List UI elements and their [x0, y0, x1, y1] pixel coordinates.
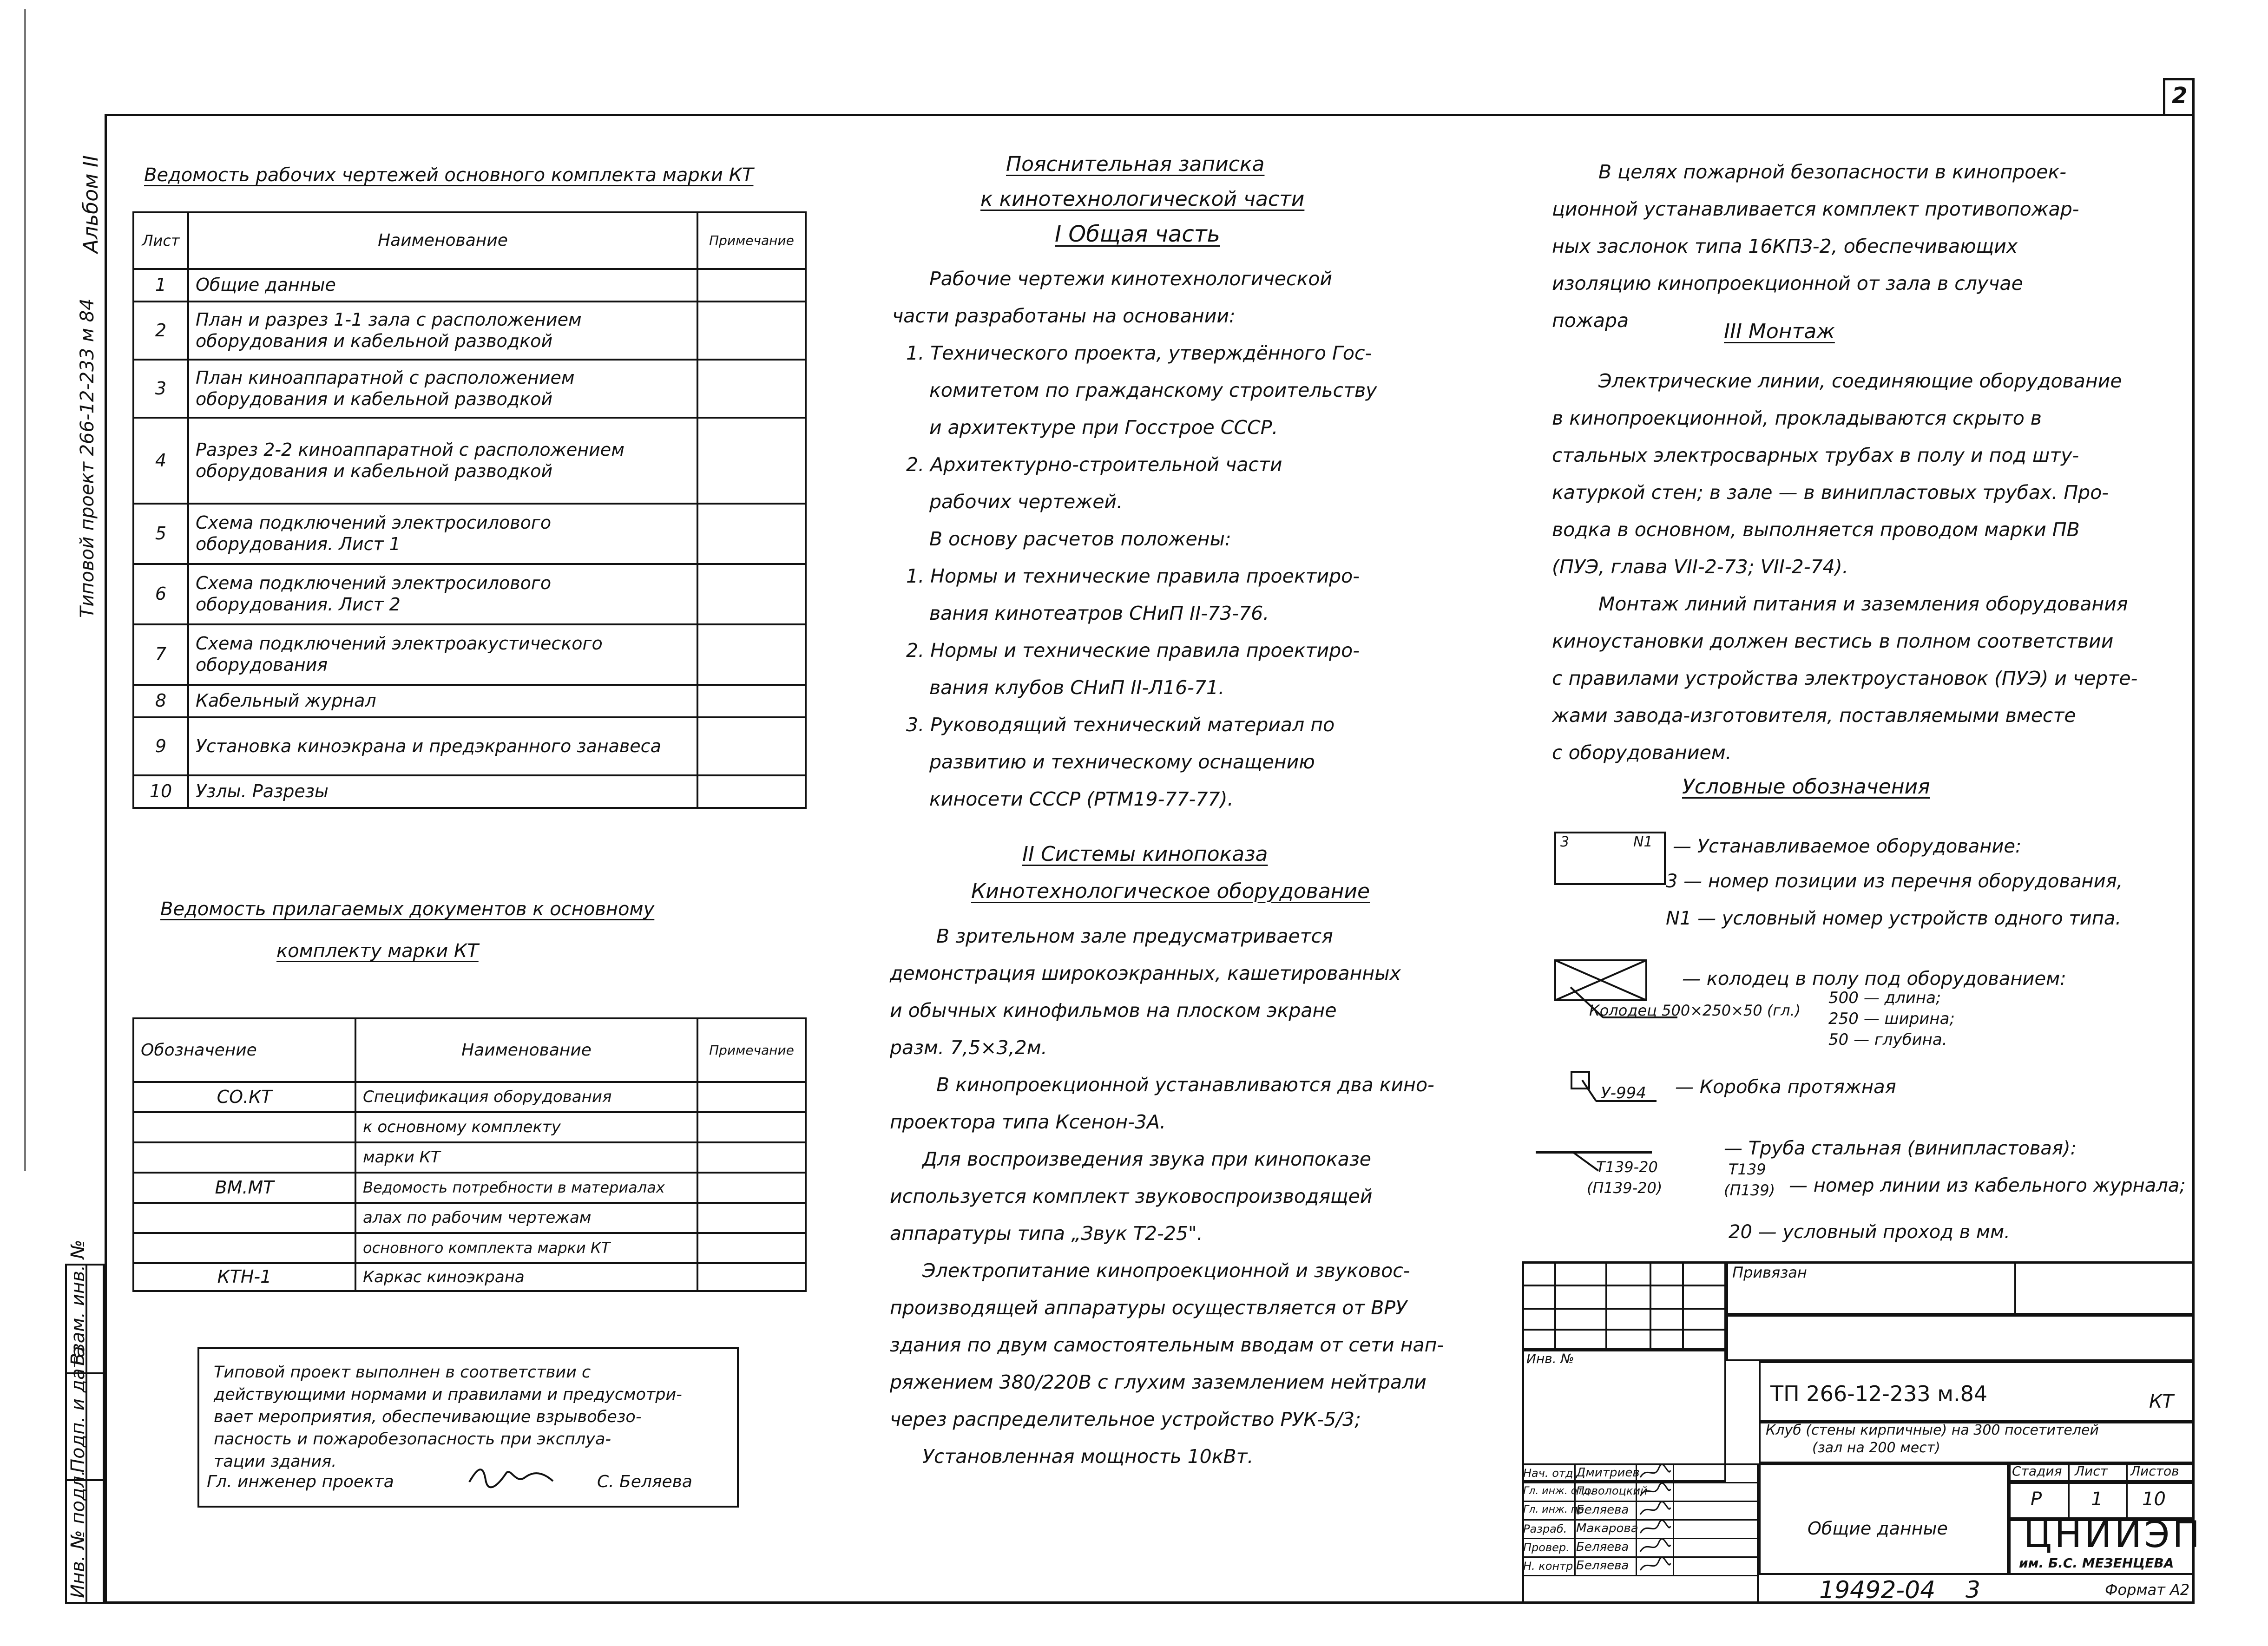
text-line: Монтаж линий питания и заземления оборудования — [1598, 593, 2128, 615]
text-line: киносети СССР (РТМ19-77-77). — [929, 788, 1234, 810]
text-line: жами завода-изготовителя, поставляемыми вместе — [1552, 704, 2076, 727]
table-row: 7 — [133, 624, 188, 685]
table-row: КТН-1 — [133, 1263, 355, 1291]
table-cell: Схема подключений электроакустического оборудования — [188, 624, 697, 685]
table-cell: Установка киноэкрана и предэкранного занавеса — [188, 717, 697, 775]
text-line: В зрительном зале предусматривается — [936, 925, 1333, 947]
legend-well-dim-1: 500 — длина; — [1828, 989, 1941, 1007]
legend-box-title: — Коробка протяжная — [1675, 1076, 1896, 1098]
engineer-note-text — [214, 1361, 682, 1473]
legend-equipment-number: N1 — [1633, 834, 1653, 850]
attached-docs-table — [132, 1017, 807, 1292]
text-line: (ПУЭ, глава VII-2-73; VII-2-74). — [1552, 556, 1848, 578]
legend-well-label: Колодец 500×250×50 (гл.) — [1589, 1002, 1801, 1019]
drawings-list-table — [132, 211, 807, 809]
text-line: Рабочие чертежи кинотехнологической — [929, 268, 1333, 290]
signer-signatures — [1638, 1463, 1673, 1575]
table-cell: План и разрез 1-1 зала с расположением оборудования и кабельной разводкой — [188, 302, 697, 360]
signer-name: Беляева — [1576, 1559, 1629, 1573]
title-sheet-name: Общие данные — [1808, 1518, 1948, 1539]
engineer-signature — [465, 1463, 558, 1491]
signer-role: Провер. — [1523, 1541, 1570, 1554]
text-line: вания клубов СНиП II-Л16-71. — [929, 676, 1225, 699]
section3-title: III Монтаж — [1724, 320, 1835, 343]
text-line: 2. Нормы и технические правила проектиро- — [906, 639, 1360, 662]
side-label-project: Типовой проект 266-12-233 м 84 — [77, 298, 98, 618]
text-line: с правилами устройства электроустановок (ПУЭ) и черте- — [1552, 667, 2138, 689]
section1-text — [892, 260, 1377, 818]
text-line: 3. Руководящий технический материал по — [906, 714, 1335, 736]
drawings-header-sheet: Лист — [133, 212, 188, 269]
legend-equipment-position: 3 — [1560, 834, 1570, 850]
text-line: разм. 7,5×3,2м. — [890, 1036, 1047, 1059]
attached-header-code: Обозначение — [133, 1018, 355, 1082]
signer-name: Макарова — [1576, 1521, 1638, 1535]
table-cell: марки КТ — [355, 1142, 697, 1173]
attached-header-note: Примечание — [697, 1018, 806, 1082]
table-cell: к основному комплекту — [355, 1112, 697, 1142]
note-subtitle: к кинотехнологической части — [980, 187, 1305, 211]
legend-equipment-line1: 3 — номер позиции из перечня оборудования, — [1666, 871, 2123, 892]
signer-role: Гл. инж. отд. — [1523, 1485, 1594, 1497]
signer-name: Беляева — [1576, 1503, 1629, 1517]
signer-role: Нач. отд. — [1523, 1467, 1577, 1480]
note-title: Пояснительная записка — [1006, 152, 1265, 176]
text-line: части разработаны на основании: — [892, 305, 1236, 327]
text-line: рабочих чертежей. — [929, 491, 1123, 513]
text-line: ционной устанавливается комплект противопожар- — [1552, 198, 2079, 220]
text-line: 2. Архитектурно-строительной части — [906, 453, 1282, 476]
side-label-album-no: II — [79, 155, 103, 167]
text-line: здания по двум самостоятельным вводам от сети нап- — [890, 1334, 1444, 1356]
legend-pipe-code-bottom: (П139) — [1724, 1181, 1775, 1199]
legend-equipment-title: — Устанавливаемое оборудование: — [1673, 836, 2022, 857]
legend-well-title: — колодец в полу под оборудованием: — [1682, 968, 2066, 990]
attached-header-name: Наименование — [355, 1018, 697, 1082]
title-object-line1: Клуб (стены кирпичные) на 300 посетителей — [1766, 1422, 2099, 1438]
text-line: Установленная мощность 10кВт. — [922, 1445, 1254, 1468]
title-privyazan: Привязан — [1732, 1264, 1807, 1281]
side-stamp-inventory: Инв. № подл. — [67, 1470, 89, 1598]
title-organization-sub: им. Б.С. МЕЗЕНЦЕВА — [2019, 1555, 2174, 1571]
engineer-role: Гл. инженер проекта — [207, 1472, 394, 1491]
text-line: демонстрация широкоэкранных, кашетированных — [890, 962, 1401, 984]
drawings-header-name: Наименование — [188, 212, 697, 269]
side-stamp-signature: Подп. и дата — [67, 1346, 89, 1473]
legend-pipe-label-top: Т139-20 — [1596, 1158, 1658, 1176]
legend-well-dim-3: 50 — глубина. — [1828, 1030, 1947, 1049]
legend-title: Условные обозначения — [1682, 775, 1930, 799]
title-inventory-label: Инв. № — [1526, 1351, 1574, 1366]
title-stage-header: Стадия — [2012, 1463, 2062, 1479]
table-row: 5 — [133, 504, 188, 564]
legend-well-dim-2: 250 — ширина; — [1828, 1010, 1955, 1028]
signer-role: Гл. инж. пр. — [1523, 1504, 1588, 1515]
table-cell: Разрез 2-2 киноаппаратной с расположением оборудования и кабельной разводкой — [188, 418, 697, 504]
side-stamp-replace: Взам. инв. № — [67, 1239, 89, 1366]
text-line: В целях пожарной безопасности в кинопроек- — [1598, 161, 2067, 183]
signer-name: Дмитриев — [1576, 1466, 1640, 1480]
legend-equipment-line2: N1 — условный номер устройств одного типа. — [1666, 908, 2122, 929]
text-line: пожара — [1552, 309, 1629, 332]
table-cell: Каркас киноэкрана — [355, 1263, 697, 1291]
text-line: и архитектуре при Госстрое СССР. — [929, 416, 1278, 439]
text-line: Электропитание кинопроекционной и звуковос- — [922, 1259, 1410, 1282]
table-row: 2 — [133, 302, 188, 360]
fire-safety-text — [1552, 153, 2079, 339]
title-sheet-header: Лист — [2075, 1463, 2108, 1479]
text-line: стальных электросварных трубах в полу и под шту- — [1552, 444, 2079, 466]
table-cell: Кабельный журнал — [188, 685, 697, 717]
legend-pipe-label-bottom: (П139-20) — [1587, 1179, 1663, 1197]
scan-edge-left — [24, 9, 26, 1171]
text-line: вания кинотеатров СНиП II-73-76. — [929, 602, 1269, 624]
engineer-note-line: действующими нормами и правилами и предусмотри- — [214, 1385, 682, 1404]
text-line: и обычных кинофильмов на плоском экране — [890, 999, 1337, 1022]
side-label-album: Альбом — [79, 173, 103, 253]
table-row: СО.КТ — [133, 1082, 355, 1112]
engineer-note-line: тации здания. — [214, 1452, 337, 1471]
legend-pipe-title: — Труба стальная (винипластовая): — [1724, 1138, 2077, 1159]
text-line: изоляцию кинопроекционной от зала в случае — [1552, 272, 2023, 295]
title-mark: КТ — [2149, 1391, 2174, 1412]
text-line: В кинопроекционной устанавливаются два кино- — [936, 1074, 1434, 1096]
table-row: 6 — [133, 564, 188, 624]
title-sheet: 1 — [2091, 1489, 2103, 1510]
signer-name: Беляева — [1576, 1540, 1629, 1554]
section2-title: II Системы кинопоказа — [1022, 842, 1268, 866]
text-line: комитетом по гражданскому строительству — [929, 379, 1377, 401]
table-row: 9 — [133, 717, 188, 775]
sheet-number: 2 — [2172, 83, 2188, 109]
table-cell: Схема подключений электросилового оборудования. Лист 1 — [188, 504, 697, 564]
section2-subtitle: Кинотехнологическое оборудование — [971, 879, 1370, 903]
title-organization: ЦНИИЭП — [2024, 1514, 2203, 1556]
engineer-note-line: Типовой проект выполнен в соответствии с — [214, 1363, 591, 1382]
text-line: катуркой стен; в зале — в винипластовых трубах. Про- — [1552, 481, 2109, 504]
text-line: В основу расчетов положены: — [929, 528, 1231, 550]
legend-box-label: У-994 — [1601, 1084, 1646, 1102]
table-row: 10 — [133, 775, 188, 808]
attached-docs-title-1: Ведомость прилагаемых документов к основному — [160, 898, 655, 920]
title-code: ТП 266-12-233 м.84 — [1770, 1381, 1988, 1406]
title-stage: Р — [2031, 1489, 2042, 1510]
text-line: 1. Нормы и технические правила проектиро- — [906, 565, 1360, 587]
title-sheets-header: Листов — [2130, 1463, 2179, 1479]
table-cell: План киноаппаратной с расположением оборудования и кабельной разводкой — [188, 360, 697, 418]
legend-pipe-diameter: 20 — условный проход в мм. — [1729, 1221, 2010, 1243]
drawings-list-title: Ведомость рабочих чертежей основного комплекта марки КТ — [144, 164, 754, 186]
section1-title: I Общая часть — [1055, 221, 1220, 247]
table-row: 8 — [133, 685, 188, 717]
text-line: производящей аппаратуры осуществляется от ВРУ — [890, 1297, 1407, 1319]
signer-role: Н. контр. — [1523, 1560, 1577, 1573]
table-row: 4 — [133, 418, 188, 504]
table-cell: Общие данные — [188, 269, 697, 302]
table-row: 3 — [133, 360, 188, 418]
text-line: проектора типа Ксенон-3А. — [890, 1111, 1166, 1133]
table-cell: Схема подключений электросилового оборудования. Лист 2 — [188, 564, 697, 624]
text-line: водка в основном, выполняется проводом марки ПВ — [1552, 518, 2080, 541]
text-line: используется комплект звуковоспроизводящей — [890, 1185, 1373, 1207]
table-cell: Спецификация оборудования — [355, 1082, 697, 1112]
signer-role: Разраб. — [1523, 1522, 1567, 1535]
table-row: 1 — [133, 269, 188, 302]
text-line: в кинопроекционной, прокладываются скрыто в — [1552, 407, 2042, 429]
title-sheets: 10 — [2142, 1489, 2166, 1510]
engineer-name: С. Беляева — [597, 1472, 692, 1491]
table-cell: алах по рабочим чертежам — [355, 1203, 697, 1233]
text-line: киноустановки должен вестись в полном соответствии — [1552, 630, 2114, 652]
text-line: с оборудованием. — [1552, 741, 1732, 764]
table-row: ВМ.МТ — [133, 1173, 355, 1203]
text-line: 1. Технического проекта, утверждённого Гос- — [906, 342, 1372, 364]
title-archive-sheet: 3 — [1966, 1576, 1980, 1603]
drawings-header-note: Примечание — [697, 212, 806, 269]
text-line: развитию и техническому оснащению — [929, 751, 1315, 773]
section3-text — [1552, 362, 2137, 771]
engineer-note-line: вает мероприятия, обеспечивающие взрывобезо- — [214, 1408, 642, 1426]
legend-pipe-desc: — номер линии из кабельного журнала; — [1789, 1175, 2186, 1196]
text-line: ных заслонок типа 16КПЗ-2, обеспечивающих — [1552, 235, 2018, 257]
text-line: через распределительное устройство РУК-5/3; — [890, 1408, 1361, 1430]
title-object-line2: (зал на 200 мест) — [1812, 1440, 1940, 1456]
engineer-note-line: пасность и пожаробезопасность при эксплуа- — [214, 1430, 611, 1449]
attached-docs-title-2: комплекту марки КТ — [276, 940, 479, 962]
text-line: аппаратуры типа „Звук Т2-25". — [890, 1222, 1203, 1245]
section2-text — [890, 918, 1444, 1475]
legend-pipe-code-top: Т139 — [1729, 1161, 1766, 1178]
title-format: Формат А2 — [2105, 1581, 2190, 1599]
text-line: Электрические линии, соединяющие оборудование — [1598, 370, 2122, 392]
signer-name: Поволоцкий — [1576, 1484, 1648, 1497]
table-cell: Узлы. Разрезы — [188, 775, 697, 808]
table-cell: Ведомость потребности в материалах — [355, 1173, 697, 1203]
text-line: Для воспроизведения звука при кинопоказе — [922, 1148, 1371, 1170]
text-line: ряжением 380/220В с глухим заземлением нейтрали — [890, 1371, 1427, 1393]
title-archive-number: 19492-04 — [1819, 1576, 1936, 1604]
table-cell: основного комплекта марки КТ — [355, 1233, 697, 1263]
